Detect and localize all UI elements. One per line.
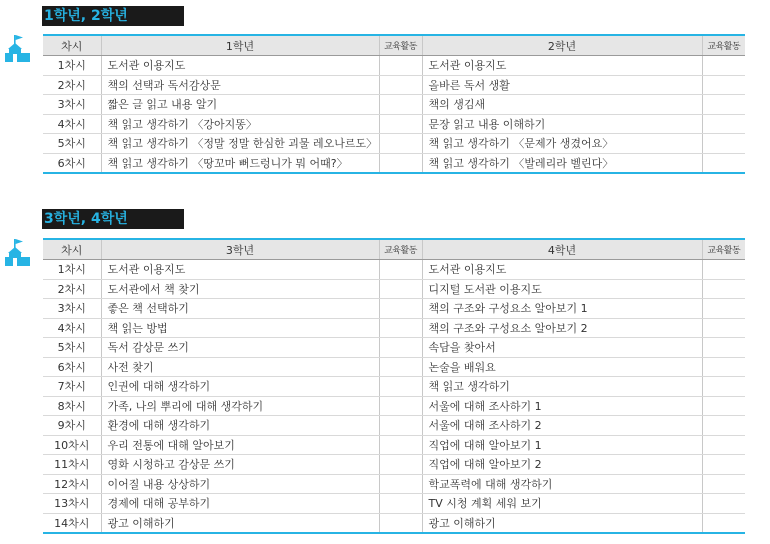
- column-header-grade: 4학년: [422, 239, 702, 260]
- session-cell: 4차시: [43, 114, 101, 134]
- activity-cell: [702, 75, 745, 95]
- topic-cell: 직업에 대해 알아보기 2: [422, 455, 702, 475]
- topic-cell: 책의 구조와 구성요소 알아보기 1: [422, 299, 702, 319]
- activity-cell: [702, 474, 745, 494]
- curriculum-table-grade-3-4: [43, 238, 745, 534]
- topic-cell: 문장 읽고 내용 이해하기: [422, 114, 702, 134]
- activity-cell: [702, 114, 745, 134]
- column-header-session: 차시: [43, 239, 101, 260]
- topic-cell: 광고 이해하기: [422, 513, 702, 533]
- topic-cell: 도서관 이용지도: [101, 56, 379, 76]
- topic-cell: 도서관 이용지도: [422, 260, 702, 280]
- table-row: [43, 416, 745, 436]
- activity-cell: [379, 318, 422, 338]
- topic-cell: 영화 시청하고 감상문 쓰기: [101, 455, 379, 475]
- activity-cell: [702, 494, 745, 514]
- topic-cell: 독서 감상문 쓰기: [101, 338, 379, 358]
- topic-cell: 책의 구조와 구성요소 알아보기 2: [422, 318, 702, 338]
- activity-cell: [702, 357, 745, 377]
- table-row: [43, 114, 745, 134]
- table-row: [43, 474, 745, 494]
- activity-cell: [379, 75, 422, 95]
- table-row: [43, 299, 745, 319]
- activity-cell: [379, 416, 422, 436]
- activity-cell: [379, 299, 422, 319]
- activity-cell: [379, 357, 422, 377]
- activity-cell: [702, 279, 745, 299]
- topic-cell: 경제에 대해 공부하기: [101, 494, 379, 514]
- table-row: [43, 153, 745, 173]
- activity-cell: [702, 95, 745, 115]
- topic-cell: 사전 찾기: [101, 357, 379, 377]
- session-cell: 12차시: [43, 474, 101, 494]
- column-header-activity: 교육활동: [379, 239, 422, 260]
- topic-cell: 서울에 대해 조사하기 2: [422, 416, 702, 436]
- table-row: [43, 134, 745, 154]
- activity-cell: [379, 95, 422, 115]
- activity-cell: [702, 56, 745, 76]
- topic-cell: 좋은 책 선택하기: [101, 299, 379, 319]
- topic-cell: 디지털 도서관 이용지도: [422, 279, 702, 299]
- activity-cell: [379, 114, 422, 134]
- table-row: [43, 56, 745, 76]
- table-row: [43, 318, 745, 338]
- activity-cell: [379, 338, 422, 358]
- table-row: [43, 435, 745, 455]
- topic-cell: 인권에 대해 생각하기: [101, 377, 379, 397]
- activity-cell: [379, 435, 422, 455]
- topic-cell: 책 읽고 생각하기 〈땅꼬마 뻐드렁니가 뭐 어때?〉: [101, 153, 379, 173]
- activity-cell: [379, 474, 422, 494]
- topic-cell: 도서관 이용지도: [101, 260, 379, 280]
- session-cell: 7차시: [43, 377, 101, 397]
- topic-cell: 책 읽고 생각하기 〈정말 정말 한심한 괴물 레오나르도〉: [101, 134, 379, 154]
- session-cell: 10차시: [43, 435, 101, 455]
- session-cell: 9차시: [43, 416, 101, 436]
- activity-cell: [702, 416, 745, 436]
- topic-cell: 책 읽고 생각하기 〈강아지똥〉: [101, 114, 379, 134]
- session-cell: 3차시: [43, 95, 101, 115]
- topic-cell: 도서관 이용지도: [422, 56, 702, 76]
- activity-cell: [379, 455, 422, 475]
- table-header-row: [43, 35, 745, 56]
- table-row: [43, 260, 745, 280]
- column-header-activity: 교육활동: [702, 239, 745, 260]
- topic-cell: 환경에 대해 생각하기: [101, 416, 379, 436]
- session-cell: 6차시: [43, 153, 101, 173]
- activity-cell: [379, 279, 422, 299]
- table-row: [43, 396, 745, 416]
- session-cell: 1차시: [43, 260, 101, 280]
- activity-cell: [379, 377, 422, 397]
- topic-cell: 올바른 독서 생활: [422, 75, 702, 95]
- topic-cell: 가족, 나의 뿌리에 대해 생각하기: [101, 396, 379, 416]
- activity-cell: [702, 260, 745, 280]
- topic-cell: 우리 전통에 대해 알아보기: [101, 435, 379, 455]
- activity-cell: [379, 134, 422, 154]
- table-row: [43, 494, 745, 514]
- activity-cell: [379, 56, 422, 76]
- topic-cell: 논술을 배워요: [422, 357, 702, 377]
- activity-cell: [702, 396, 745, 416]
- topic-cell: 이어질 내용 상상하기: [101, 474, 379, 494]
- activity-cell: [702, 318, 745, 338]
- topic-cell: 광고 이해하기: [101, 513, 379, 533]
- table-row: [43, 75, 745, 95]
- curriculum-table-grade-1-2: [43, 34, 745, 174]
- table-row: [43, 377, 745, 397]
- session-cell: 4차시: [43, 318, 101, 338]
- session-cell: 5차시: [43, 134, 101, 154]
- session-cell: 2차시: [43, 75, 101, 95]
- table-row: [43, 357, 745, 377]
- activity-cell: [702, 134, 745, 154]
- activity-cell: [702, 299, 745, 319]
- topic-cell: 책의 선택과 독서감상문: [101, 75, 379, 95]
- topic-cell: 책 읽는 방법: [101, 318, 379, 338]
- topic-cell: TV 시청 계획 세워 보기: [422, 494, 702, 514]
- session-cell: 13차시: [43, 494, 101, 514]
- activity-cell: [379, 513, 422, 533]
- column-header-session: 차시: [43, 35, 101, 56]
- column-header-grade: 3학년: [101, 239, 379, 260]
- session-cell: 14차시: [43, 513, 101, 533]
- topic-cell: 학교폭력에 대해 생각하기: [422, 474, 702, 494]
- session-cell: 2차시: [43, 279, 101, 299]
- column-header-activity: 교육활동: [702, 35, 745, 56]
- activity-cell: [702, 513, 745, 533]
- topic-cell: 책 읽고 생각하기: [422, 377, 702, 397]
- session-cell: 11차시: [43, 455, 101, 475]
- section-title-grade-3-4: 3학년, 4학년: [42, 209, 184, 229]
- topic-cell: 속담을 찾아서: [422, 338, 702, 358]
- session-cell: 5차시: [43, 338, 101, 358]
- session-cell: 6차시: [43, 357, 101, 377]
- column-header-grade: 2학년: [422, 35, 702, 56]
- table-row: [43, 279, 745, 299]
- school-building-icon: [4, 238, 36, 268]
- session-cell: 3차시: [43, 299, 101, 319]
- activity-cell: [379, 396, 422, 416]
- column-header-grade: 1학년: [101, 35, 379, 56]
- topic-cell: 짧은 글 읽고 내용 알기: [101, 95, 379, 115]
- topic-cell: 도서관에서 책 찾기: [101, 279, 379, 299]
- section-title-grade-1-2: 1학년, 2학년: [42, 6, 184, 26]
- activity-cell: [702, 153, 745, 173]
- session-cell: 1차시: [43, 56, 101, 76]
- topic-cell: 책 읽고 생각하기 〈발레리라 벨린다〉: [422, 153, 702, 173]
- table-row: [43, 513, 745, 533]
- activity-cell: [379, 494, 422, 514]
- activity-cell: [702, 455, 745, 475]
- activity-cell: [702, 435, 745, 455]
- topic-cell: 책의 생김새: [422, 95, 702, 115]
- activity-cell: [379, 260, 422, 280]
- topic-cell: 책 읽고 생각하기 〈문제가 생겼어요〉: [422, 134, 702, 154]
- school-building-icon: [4, 34, 36, 64]
- activity-cell: [379, 153, 422, 173]
- activity-cell: [702, 377, 745, 397]
- column-header-activity: 교육활동: [379, 35, 422, 56]
- activity-cell: [702, 338, 745, 358]
- table-header-row: [43, 239, 745, 260]
- table-row: [43, 455, 745, 475]
- table-row: [43, 95, 745, 115]
- table-row: [43, 338, 745, 358]
- topic-cell: 서울에 대해 조사하기 1: [422, 396, 702, 416]
- session-cell: 8차시: [43, 396, 101, 416]
- topic-cell: 직업에 대해 알아보기 1: [422, 435, 702, 455]
